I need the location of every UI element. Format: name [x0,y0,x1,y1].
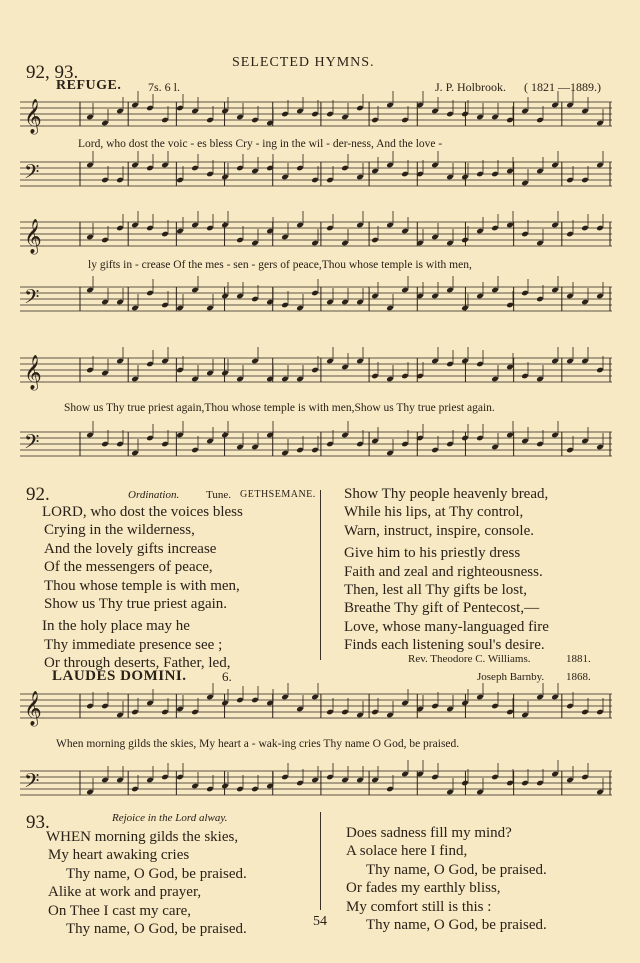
composer-year-laudes-domini: 1868. [566,671,591,683]
lyric-line-2: ly gifts in - crease Of the mes - sen - gers of peace,Thou whose temple is with men, [88,259,472,271]
staff-laudes-bass [0,771,640,801]
verse-line: In the holy place may he [42,618,190,635]
hymn-93-column-1 [46,828,247,938]
verse-line: Breathe Thy gift of Pentecost,— [344,600,540,617]
hymn-93-occasion: Rejoice in the Lord alway. [112,812,228,824]
verse-line: Give him to his priestly dress [344,545,521,562]
composer-refuge: J. P. Holbrook. [435,80,507,94]
verse-line: Show us Thy true priest again. [44,595,228,612]
hymn-92-tune-name: GETHSEMANE. [240,489,316,500]
svg-text:𝄢: 𝄢 [24,769,40,797]
staff-system-3-treble [0,355,640,390]
staff-system-1-bass [0,162,640,192]
tune-meter-refuge: 7s. 6 l. [148,80,181,94]
staff-laudes-treble [0,691,640,726]
verse-line: Warn, instruct, inspire, console. [344,522,534,539]
staff-system-3-bass [0,432,640,462]
verse-line: Or through deserts, Father, led, [44,655,231,672]
staff-system-2-treble [0,219,640,254]
verse-line: Crying in the wilderness, [44,522,195,539]
hymn-92-first-line: LORD, who dost the voices bless [42,504,243,520]
svg-text:𝄢: 𝄢 [24,285,40,313]
tune-name-laudes-domini: LAUDES DOMINI. [52,668,187,684]
hymn-92-occasion: Ordination. [128,489,180,501]
verse-line: A solace here I find, [346,843,468,860]
verse-line: Does sadness fill my mind? [346,825,512,841]
verse-line: Or fades my earthly bliss, [346,880,501,897]
staff-system-1-treble [0,99,640,134]
verse-line: Thy name, O God, be praised. [366,861,547,878]
hymn-92-number: 92. [26,484,50,505]
verse-line: My heart awaking cries [48,847,190,864]
verse-line: And the lovely gifts increase [44,540,217,557]
verse-line: Then, lest all Thy gifts be lost, [344,581,528,598]
hymn-92-tune-label: Tune. [206,489,231,501]
verse-line: Thy immediate presence see ; [44,636,223,653]
staff-system-2-bass [0,287,640,317]
hymn-93-number: 93. [26,812,50,833]
svg-text:𝄞: 𝄞 [24,99,42,134]
running-title: SELECTED HYMNS. [232,55,375,70]
verse-line: My comfort still is this : [346,898,492,915]
verse-line: Thy name, O God, be praised. [66,920,247,937]
verse-line: On Thee I cast my care, [48,902,191,919]
composer-dates-refuge: ( 1821 —1889.) [524,80,601,94]
composer-laudes-domini: Joseph Barnby. [477,671,545,683]
svg-text:𝄢: 𝄢 [24,160,40,188]
hymn-93-column-2 [346,824,547,934]
tune-meter-laudes-domini: 6. [222,669,232,684]
verse-line: Thou whose temple is with men, [44,577,240,594]
lyric-line-1: Lord, who dost the voic - es bless Cry - ing in the wil - der-ness, And the love - [78,138,443,150]
verse-line: Love, whose many-languaged fire [344,618,549,635]
svg-text:𝄞: 𝄞 [24,355,42,390]
tune-name-refuge: REFUGE. [56,78,122,93]
verse-line: Faith and zeal and righteousness. [344,563,543,580]
column-divider-93 [320,812,321,910]
verse-line: Thy name, O God, be praised. [366,916,547,933]
verse-line: Alike at work and prayer, [48,884,202,901]
page-number: 54 [313,914,327,929]
hymn-92-column-1 [42,503,243,673]
hymn-93-first-line: WHEN morning gilds the skies, [46,829,239,845]
verse-line: Show Thy people heavenly bread, [344,486,549,502]
hymn-92-first-word: LORD, [42,504,87,520]
lyric-line-3: Show us Thy true priest again,Thou whose temple is with men,Show us Thy true priest again. [64,402,495,414]
verse-line: Of the messengers of peace, [44,559,213,576]
hymn-93-first-word: WHEN [46,829,91,845]
svg-text:𝄞: 𝄞 [24,691,42,726]
verse-line: While his lips, at Thy control, [344,504,524,521]
verse-line: Finds each listening soul's desire. [344,637,545,654]
verse-line: Thy name, O God, be praised. [66,865,247,882]
svg-text:𝄢: 𝄢 [24,430,40,458]
hymn-92-year: 1881. [566,653,591,665]
hymn-numbers: 92, 93. [26,62,79,83]
hymn-92-column-2 [344,485,549,655]
lyric-laudes: When morning gilds the skies, My heart a - wak-ing cries Thy name O God, be praised. [56,738,460,750]
hymn-92-author: Rev. Theodore C. Williams. [408,653,531,665]
column-divider-92 [320,490,321,660]
svg-text:𝄞: 𝄞 [24,219,42,254]
